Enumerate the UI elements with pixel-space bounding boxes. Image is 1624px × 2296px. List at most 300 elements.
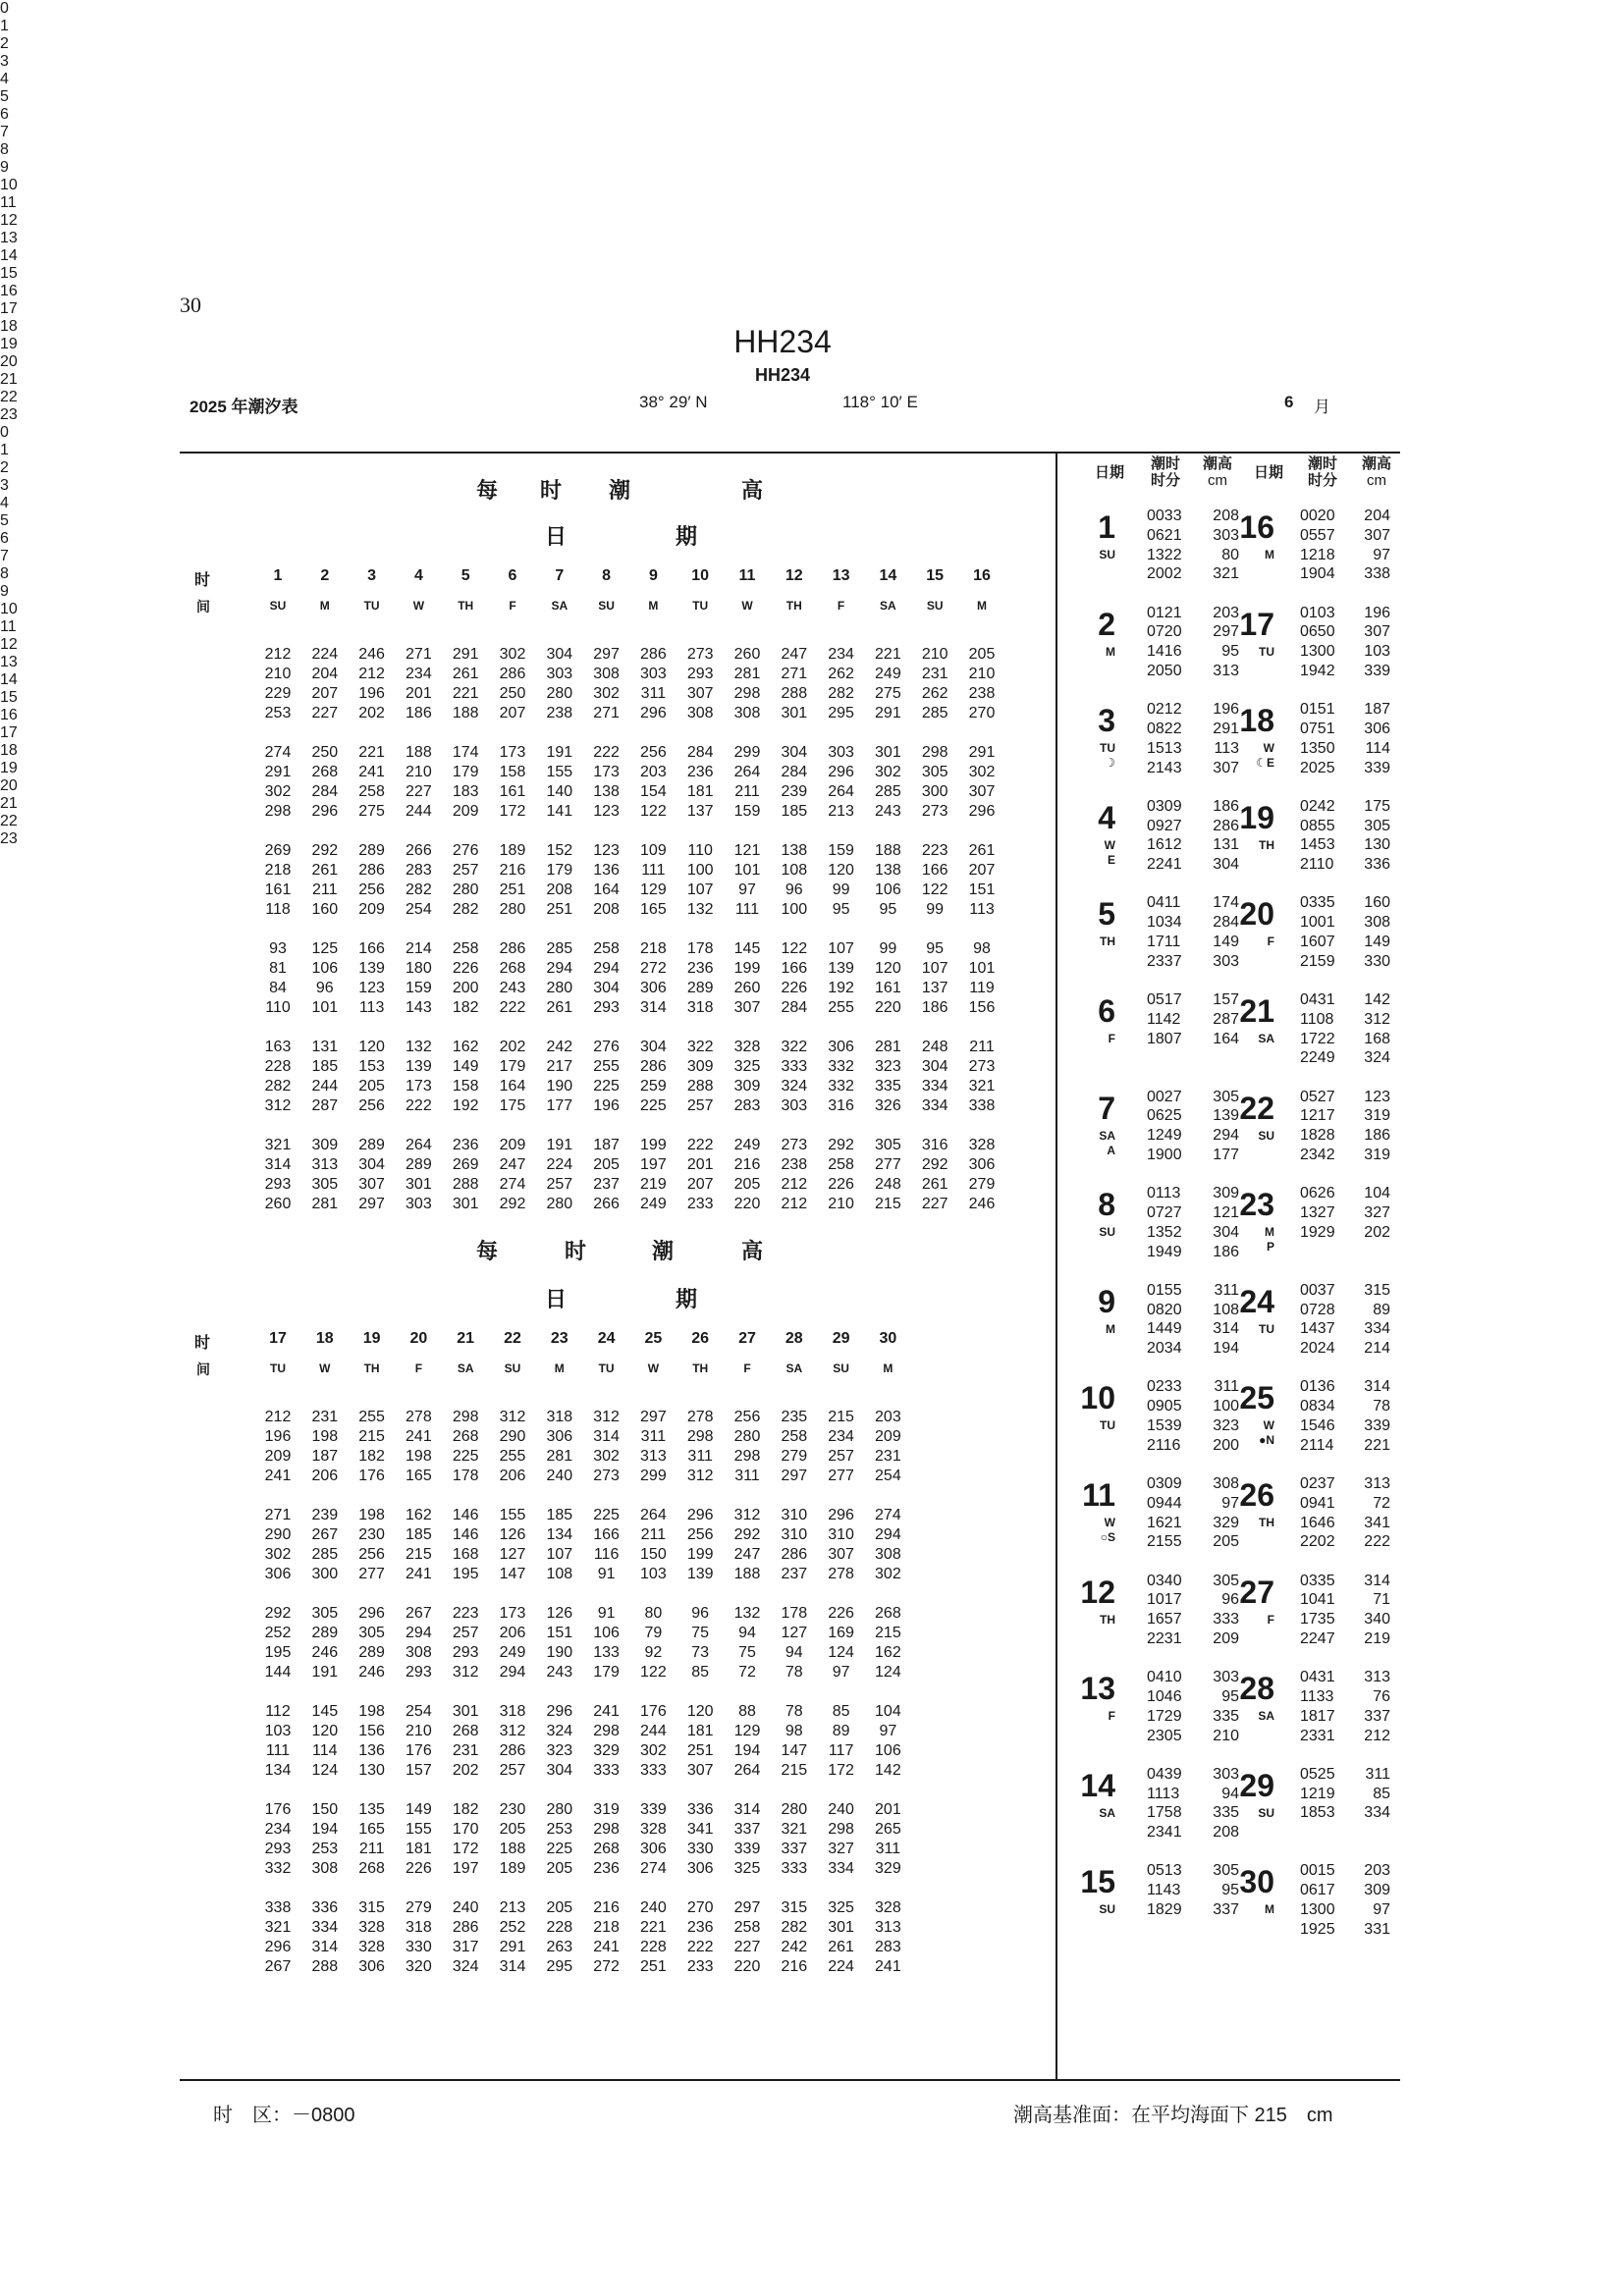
tide-height-cell: 276 — [452, 842, 479, 859]
day-of-week: SU — [926, 599, 944, 613]
tide-height-cell: 223 — [921, 842, 948, 859]
tide-height-cell: 211 — [358, 1840, 385, 1857]
tide-height-cell: 256 — [358, 1096, 385, 1114]
tide-height-cell: 219 — [640, 1175, 667, 1193]
tide-height-cell: 132 — [686, 900, 714, 918]
tide-height-cell: 284 — [686, 744, 714, 761]
tide-height-cell: 307 — [686, 1761, 714, 1779]
tide-height-cell: 241 — [875, 1957, 901, 1975]
tide-height-cell: 308 — [733, 704, 761, 721]
tide-height-cell: 80 — [644, 1605, 663, 1622]
tide-height-cell: 314 — [311, 1938, 339, 1955]
tide-height-cell: 119 — [969, 979, 995, 996]
day-of-week-label: SU — [1099, 548, 1115, 561]
tide-height-cell: 199 — [686, 1545, 714, 1563]
tide-height-cell: 213 — [499, 1899, 526, 1916]
hour-header-bottom: 间 — [196, 1362, 210, 1377]
tide-height-cell: 73 — [691, 1643, 710, 1661]
tide-height-cell: 257 — [686, 1096, 714, 1114]
tide-height-cell: 149 — [452, 1057, 479, 1075]
tide-height-cell: 302 — [640, 1741, 667, 1759]
tide-time: 1416 — [1147, 643, 1182, 661]
tide-time: 1249 — [1147, 1127, 1182, 1145]
tide-time: 0151 — [1300, 701, 1335, 719]
tide-height-cell: 341 — [686, 1820, 714, 1838]
tide-time: 1817 — [1300, 1707, 1335, 1725]
tide-height-cell: 308 — [875, 1545, 901, 1563]
tide-height-cell: 243 — [875, 802, 901, 820]
tide-height-cell: 241 — [593, 1938, 620, 1955]
tide-height-cell: 227 — [921, 1195, 948, 1212]
tide-height-cell: 101 — [311, 998, 339, 1016]
tide-height: 121 — [1213, 1203, 1239, 1221]
tide-height-cell: 247 — [781, 646, 808, 663]
tide-height: 72 — [1373, 1494, 1390, 1512]
tide-height-cell: 283 — [733, 1096, 761, 1114]
tide-height-cell: 244 — [406, 802, 432, 820]
day-of-week-label: ●N — [1259, 1433, 1274, 1448]
tide-height-cell: 189 — [499, 842, 526, 859]
tide-height-cell: 288 — [686, 1077, 714, 1095]
tide-height-cell: 205 — [733, 1175, 761, 1193]
tide-height-cell: 283 — [875, 1938, 901, 1955]
tide-height-cell: 133 — [593, 1643, 620, 1661]
tide-height-cell: 282 — [452, 900, 479, 918]
hour-label: 19 — [0, 336, 18, 352]
tide-height-cell: 262 — [828, 665, 854, 682]
tide-height-cell: 211 — [734, 782, 760, 800]
tide-height-cell: 135 — [358, 1801, 385, 1818]
hour-label: 12 — [0, 636, 18, 653]
tide-height-cell: 215 — [875, 1195, 901, 1212]
tide-height: 203 — [1213, 604, 1239, 621]
tide-height-cell: 307 — [686, 684, 714, 702]
tide-time: 0020 — [1300, 507, 1335, 524]
tide-height-cell: 222 — [499, 998, 526, 1016]
tide-height: 309 — [1213, 1185, 1239, 1202]
tide-height-cell: 132 — [406, 1039, 432, 1055]
tide-height-cell: 271 — [406, 646, 432, 663]
hour-label: 4 — [0, 495, 9, 511]
tide-height-cell: 233 — [686, 1195, 714, 1212]
tide-height-cell: 236 — [593, 1859, 620, 1877]
tide-height-cell: 297 — [640, 1409, 667, 1425]
tide-height-cell: 255 — [499, 1447, 526, 1465]
day-number-large: 7 — [1098, 1090, 1115, 1126]
tide-height-cell: 250 — [311, 744, 339, 761]
tide-height-cell: 266 — [593, 1195, 620, 1212]
tide-height-cell: 106 — [311, 959, 339, 977]
tide-height: 337 — [1364, 1707, 1390, 1725]
tide-height-cell: 154 — [640, 782, 667, 800]
tide-height-cell: 194 — [311, 1820, 339, 1838]
tide-height-cell: 112 — [265, 1703, 291, 1720]
tide-height-cell: 296 — [546, 1703, 573, 1720]
tide-height-cell: 294 — [593, 959, 620, 977]
tide-height-cell: 211 — [969, 1039, 995, 1055]
tide-time: 2050 — [1147, 662, 1182, 679]
hour-label: 2 — [0, 35, 9, 52]
date-title-char: 期 — [676, 524, 698, 549]
tide-time: 0834 — [1300, 1398, 1335, 1415]
tide-height: 337 — [1213, 1900, 1239, 1918]
tide-height-cell: 231 — [452, 1741, 479, 1759]
tide-height-cell: 99 — [879, 940, 897, 957]
tide-height: 303 — [1213, 1669, 1239, 1686]
tide-height-cell: 298 — [264, 802, 292, 820]
tide-height-cell: 188 — [875, 842, 901, 859]
hour-label: 1 — [0, 442, 9, 458]
tide-height-cell: 236 — [452, 1137, 479, 1153]
grid-title-char: 高 — [741, 478, 764, 503]
tide-height-cell: 127 — [499, 1545, 526, 1563]
hour-label: 17 — [0, 724, 18, 741]
tide-height-cell: 111 — [641, 861, 666, 879]
tide-height-cell: 172 — [499, 802, 526, 820]
tide-height-cell: 250 — [499, 684, 526, 702]
tide-height-cell: 218 — [640, 940, 667, 957]
tide-height: 339 — [1364, 1416, 1390, 1434]
tide-height-cell: 220 — [733, 1957, 761, 1975]
longitude: 118° 10′ E — [842, 393, 918, 411]
day-number-large: 17 — [1239, 606, 1274, 642]
tide-height-cell: 324 — [546, 1722, 573, 1739]
day-of-week: W — [319, 1362, 331, 1375]
tide-height: 221 — [1364, 1436, 1390, 1454]
tide-height-cell: 226 — [828, 1175, 854, 1193]
tide-height-cell: 286 — [499, 940, 526, 957]
tide-height-cell: 165 — [358, 1820, 385, 1838]
tide-height: 333 — [1213, 1611, 1239, 1629]
day-number-large: 5 — [1098, 896, 1115, 933]
day-number: 3 — [367, 567, 377, 584]
tide-height-cell: 280 — [733, 1427, 761, 1445]
tide-height-cell: 136 — [358, 1741, 385, 1759]
tide-height: 205 — [1213, 1533, 1239, 1551]
tide-time: 1539 — [1147, 1416, 1182, 1434]
tide-height-cell: 153 — [358, 1057, 385, 1075]
tide-height-cell: 306 — [686, 1859, 714, 1877]
tide-height-cell: 270 — [968, 704, 996, 721]
tide-height-cell: 224 — [828, 1957, 854, 1975]
tide-height-cell: 205 — [546, 1899, 573, 1916]
tide-height-cell: 291 — [264, 763, 292, 780]
tide-height-cell: 159 — [406, 979, 432, 996]
tide-height-cell: 286 — [452, 1918, 479, 1936]
tide-height-cell: 241 — [358, 763, 385, 780]
tide-height-cell: 209 — [452, 802, 479, 820]
tide-height-cell: 264 — [828, 782, 854, 800]
tide-height-cell: 328 — [875, 1899, 901, 1916]
tide-height-cell: 100 — [781, 900, 808, 918]
hour-header-top: 时 — [193, 1335, 210, 1352]
hour-label: 5 — [0, 88, 9, 105]
tide-height-cell: 203 — [875, 1409, 901, 1425]
day-number: 1 — [273, 567, 283, 584]
tide-height-cell: 313 — [875, 1918, 901, 1936]
tide-height: 89 — [1373, 1301, 1390, 1318]
tide-height-cell: 189 — [499, 1859, 526, 1877]
tide-height-cell: 228 — [640, 1938, 667, 1955]
grid-title-char: 高 — [741, 1239, 764, 1263]
tide-height-cell: 225 — [546, 1840, 573, 1857]
tide-height-cell: 75 — [738, 1643, 756, 1661]
tide-height-cell: 301 — [406, 1175, 432, 1193]
tide-height-cell: 257 — [546, 1175, 573, 1193]
tide-height-cell: 311 — [687, 1447, 713, 1465]
tide-height-cell: 91 — [597, 1565, 616, 1582]
tide-height-cell: 280 — [546, 1195, 573, 1212]
day-of-week-label: F — [1108, 1709, 1115, 1724]
tide-height-cell: 332 — [828, 1077, 854, 1095]
tide-height-cell: 179 — [593, 1663, 620, 1681]
tide-height: 222 — [1364, 1533, 1390, 1551]
day-number: 25 — [644, 1330, 663, 1347]
side-header-time-right: 潮时 时分 — [1307, 455, 1337, 489]
tide-height-cell: 301 — [452, 1703, 479, 1720]
tide-height-cell: 162 — [406, 1507, 432, 1523]
tide-height-cell: 334 — [311, 1918, 339, 1936]
tide-height-cell: 198 — [311, 1427, 339, 1445]
tide-height-cell: 253 — [264, 704, 292, 721]
tide-height-cell: 312 — [499, 1722, 526, 1739]
tide-height-cell: 278 — [828, 1565, 854, 1582]
tide-height-cell: 226 — [781, 979, 808, 996]
datum-note: 潮高基准面：在平均海面下 215 cm — [1013, 2105, 1333, 2126]
tide-height-cell: 187 — [311, 1447, 339, 1465]
tide-height-cell: 258 — [358, 782, 385, 800]
tide-height-cell: 101 — [733, 861, 761, 879]
tide-height-cell: 186 — [921, 998, 948, 1016]
tide-time: 1657 — [1147, 1611, 1182, 1629]
tide-height-cell: 283 — [406, 861, 432, 879]
day-of-week: W — [412, 599, 425, 613]
tide-height-cell: 268 — [593, 1840, 620, 1857]
tide-height-cell: 282 — [406, 881, 432, 898]
day-number: 17 — [269, 1330, 287, 1347]
tide-height-cell: 302 — [593, 1447, 620, 1465]
tide-height-cell: 317 — [452, 1938, 479, 1955]
day-number: 13 — [832, 567, 850, 584]
tide-height-cell: 218 — [593, 1918, 620, 1936]
tide-height-cell: 149 — [406, 1801, 432, 1818]
tide-time: 0905 — [1147, 1398, 1182, 1415]
tide-height-cell: 145 — [311, 1703, 339, 1720]
tide-height: 114 — [1365, 739, 1390, 757]
hour-label: 20 — [0, 353, 18, 370]
day-number: 23 — [550, 1330, 568, 1347]
tide-height-cell: 260 — [733, 979, 761, 996]
tide-height-cell: 169 — [828, 1624, 854, 1641]
tide-time: 2341 — [1147, 1824, 1182, 1842]
tide-height-cell: 308 — [311, 1859, 339, 1877]
tide-time: 0335 — [1300, 894, 1335, 912]
tide-height-cell: 297 — [733, 1899, 761, 1916]
tide-time: 2342 — [1300, 1146, 1335, 1163]
day-of-week: TH — [785, 599, 802, 613]
tide-height-cell: 333 — [781, 1057, 808, 1075]
day-of-week: TU — [692, 599, 709, 613]
tide-height-cell: 251 — [546, 900, 573, 918]
grid-title-char: 时 — [565, 1239, 587, 1263]
tide-height-cell: 335 — [875, 1077, 901, 1095]
tide-height-cell: 151 — [968, 881, 996, 898]
tide-height-cell: 293 — [406, 1663, 432, 1681]
tide-height-cell: 277 — [875, 1155, 901, 1173]
tide-time: 0411 — [1147, 894, 1181, 912]
tide-height-cell: 107 — [828, 940, 854, 957]
tide-height-cell: 220 — [733, 1195, 761, 1212]
tide-height-cell: 290 — [264, 1525, 292, 1543]
day-of-week-label: F — [1267, 1612, 1274, 1627]
tide-height-cell: 312 — [264, 1096, 292, 1114]
tide-height-cell: 147 — [499, 1565, 526, 1582]
tide-height: 339 — [1364, 662, 1390, 679]
tide-height-cell: 286 — [499, 665, 526, 682]
day-of-week: SA — [457, 1362, 474, 1375]
day-of-week-label: SU — [1099, 1902, 1115, 1917]
tide-height-cell: 212 — [358, 665, 385, 682]
tide-height-cell: 178 — [452, 1467, 479, 1484]
tide-height-cell: 296 — [311, 802, 339, 820]
day-number-large: 27 — [1239, 1574, 1274, 1610]
tide-height-cell: 251 — [686, 1741, 714, 1759]
day-of-week-label: SU — [1258, 1128, 1274, 1143]
tide-height-cell: 122 — [640, 802, 667, 820]
tide-height-cell: 312 — [452, 1663, 479, 1681]
tide-height-cell: 181 — [686, 782, 714, 800]
tide-height-cell: 199 — [640, 1137, 667, 1153]
hour-label: 13 — [0, 230, 18, 246]
tide-height-cell: 111 — [265, 1741, 291, 1759]
tide-time: 1001 — [1300, 914, 1335, 932]
tide-time: 1829 — [1147, 1900, 1182, 1918]
tide-height-cell: 134 — [546, 1525, 573, 1543]
tide-height-cell: 258 — [593, 940, 620, 957]
day-of-week: TU — [270, 1362, 286, 1375]
tide-height-cell: 120 — [875, 959, 901, 977]
day-number: 28 — [785, 1330, 803, 1347]
tide-height-cell: 256 — [686, 1525, 714, 1543]
tide-time: 2337 — [1147, 952, 1182, 970]
tide-height-cell: 156 — [968, 998, 996, 1016]
tide-height-cell: 132 — [733, 1605, 761, 1622]
tide-height-cell: 207 — [968, 861, 996, 879]
tide-height-cell: 299 — [640, 1467, 667, 1484]
hour-label: 3 — [0, 53, 9, 70]
tide-height-cell: 172 — [828, 1761, 854, 1779]
tide-height-cell: 95 — [832, 900, 850, 918]
day-of-week-label: M — [1106, 644, 1115, 659]
tide-height-cell: 155 — [406, 1820, 432, 1838]
tide-height-cell: 97 — [879, 1722, 897, 1739]
tide-height-cell: 146 — [452, 1525, 479, 1543]
tide-height: 327 — [1364, 1203, 1390, 1221]
tide-height-cell: 176 — [264, 1801, 292, 1818]
tide-height-cell: 319 — [593, 1801, 620, 1818]
tide-height-cell: 285 — [875, 782, 901, 800]
tide-height-cell: 258 — [781, 1427, 808, 1445]
tide-height-cell: 302 — [499, 646, 526, 663]
tide-height-cell: 261 — [828, 1938, 854, 1955]
tide-height-cell: 338 — [264, 1899, 292, 1916]
tide-height-cell: 166 — [593, 1525, 620, 1543]
hour-label: 16 — [0, 707, 18, 723]
tide-height-cell: 292 — [264, 1605, 292, 1622]
table-name: 2025 年潮汐表 — [189, 398, 298, 416]
tide-height: 97 — [1221, 1494, 1239, 1512]
tide-height-cell: 179 — [452, 763, 479, 780]
tide-height-cell: 231 — [875, 1447, 901, 1465]
tide-height-cell: 198 — [406, 1447, 432, 1465]
tide-height-cell: 210 — [264, 665, 292, 682]
tide-height-cell: 271 — [781, 665, 808, 682]
tide-height-cell: 278 — [406, 1409, 432, 1425]
tide-height-cell: 124 — [875, 1663, 901, 1681]
tide-height-cell: 198 — [358, 1507, 385, 1523]
tide-height-cell: 201 — [686, 1155, 714, 1173]
tide-height-cell: 173 — [406, 1077, 432, 1095]
tide-time: 0720 — [1147, 623, 1182, 641]
day-number-large: 2 — [1098, 606, 1115, 642]
tide-time: 1807 — [1147, 1030, 1182, 1047]
hour-label: 14 — [0, 247, 18, 264]
tide-height-cell: 301 — [875, 744, 901, 761]
day-number: 10 — [691, 567, 710, 584]
hour-label: 10 — [0, 601, 18, 617]
tide-height-cell: 181 — [406, 1840, 432, 1857]
day-number-large: 25 — [1239, 1380, 1274, 1416]
tide-height-cell: 324 — [781, 1077, 808, 1095]
tide-height: 177 — [1213, 1146, 1239, 1163]
tide-time: 1142 — [1147, 1010, 1181, 1028]
tide-height-cell: 297 — [358, 1195, 385, 1212]
tide-height-cell: 227 — [733, 1938, 761, 1955]
tide-height-cell: 328 — [358, 1918, 385, 1936]
day-number-large: 15 — [1080, 1864, 1115, 1900]
tide-height-cell: 271 — [264, 1507, 292, 1523]
day-number: 9 — [648, 567, 658, 584]
day-of-week: M — [319, 599, 330, 613]
tide-height-cell: 94 — [738, 1624, 756, 1641]
tide-height-cell: 289 — [686, 979, 714, 996]
tide-height-cell: 194 — [733, 1741, 761, 1759]
day-number: 14 — [879, 567, 897, 584]
tide-height-cell: 289 — [358, 1643, 385, 1661]
tide-height-cell: 325 — [733, 1859, 761, 1877]
day-of-week: W — [647, 1362, 660, 1375]
tide-height-cell: 274 — [875, 1507, 901, 1523]
tide-height: 329 — [1213, 1514, 1239, 1531]
tide-height-cell: 337 — [781, 1840, 808, 1857]
tide-height-cell: 215 — [406, 1545, 432, 1563]
tide-time: 0439 — [1147, 1765, 1182, 1783]
tide-height-cell: 308 — [686, 704, 714, 721]
tide-height-cell: 205 — [968, 646, 996, 663]
day-of-week: SA — [785, 1362, 803, 1375]
tide-height-cell: 89 — [832, 1722, 850, 1739]
tide-height-cell: 329 — [593, 1741, 620, 1759]
tide-height-cell: 313 — [640, 1447, 667, 1465]
tide-height-cell: 206 — [311, 1467, 339, 1484]
tide-height-cell: 298 — [452, 1409, 479, 1425]
tide-height-cell: 72 — [738, 1663, 756, 1681]
hour-label: 18 — [0, 742, 18, 759]
tide-height-cell: 257 — [452, 1624, 479, 1641]
tide-height-cell: 215 — [828, 1409, 854, 1425]
tide-height-cell: 210 — [406, 763, 432, 780]
tide-height-cell: 96 — [785, 881, 803, 898]
